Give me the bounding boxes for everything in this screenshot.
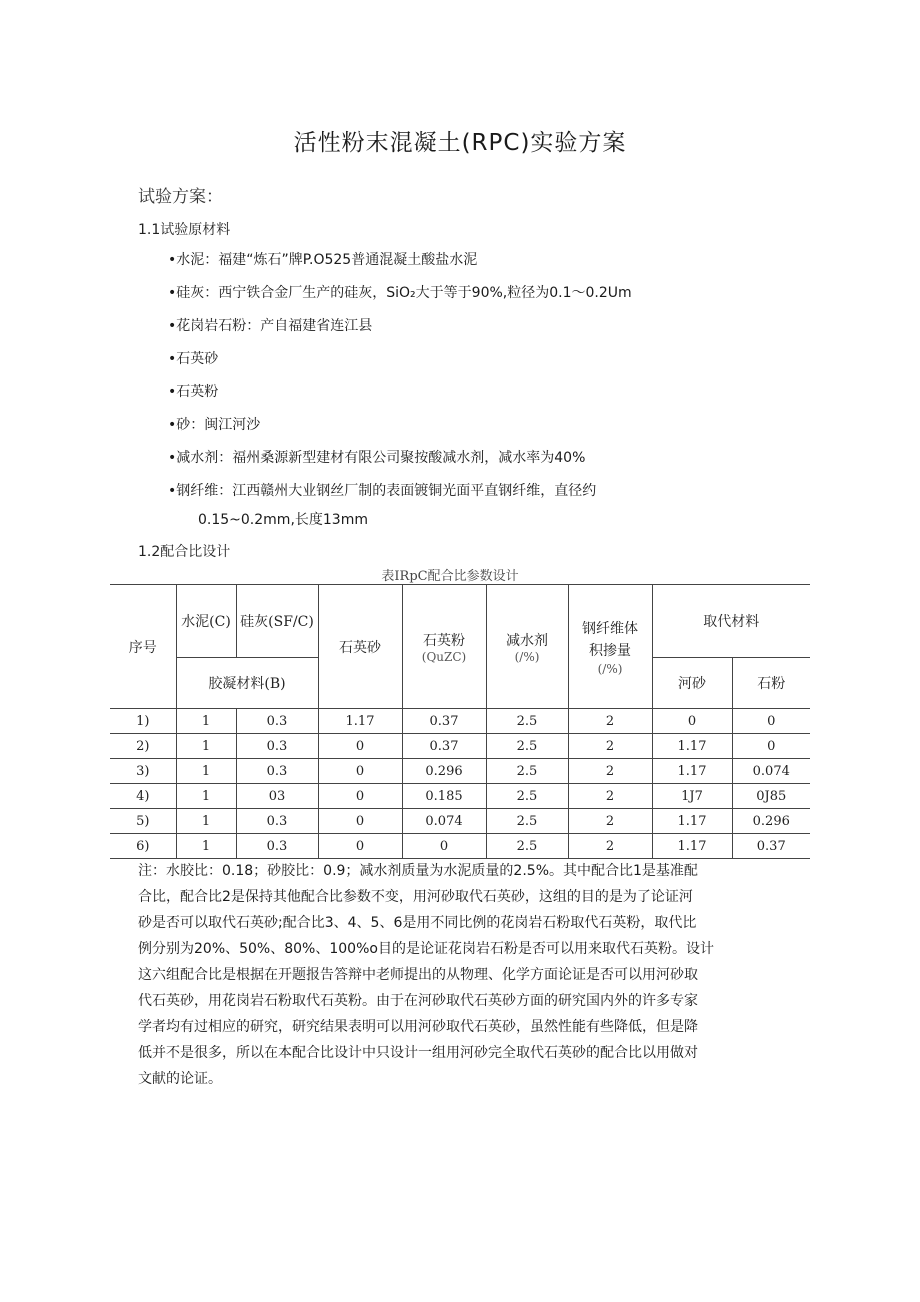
table-cell: 0.185 xyxy=(402,784,486,809)
table-cell: 2.5 xyxy=(486,759,568,784)
table-row xyxy=(110,709,810,734)
header-silica: 硅灰(SF/C) xyxy=(236,585,318,658)
table-cell: 1J7 xyxy=(652,784,732,809)
note-line: 学者均有过相应的研究，研究结果表明可以用河砂取代石英砂，虽然性能有些降低，但是降 xyxy=(138,1019,698,1035)
table-cell: 0 xyxy=(318,784,402,809)
header-river-sand: 河砂 xyxy=(652,658,732,709)
note-line: 注：水胶比：0.18；砂胶比：0.9；减水剂质量为水泥质量的2.5%。其中配合比1是基准配 xyxy=(138,863,698,879)
section-heading: 试验方案： xyxy=(138,187,223,207)
table-cell: 0 xyxy=(318,759,402,784)
subsection-mix-design: 1.2配合比设计 xyxy=(138,544,231,560)
header-fiber-unit: (/%) xyxy=(597,661,623,676)
list-item: •花岗岩石粉：产自福建省连江县 xyxy=(168,318,373,334)
materials-list xyxy=(168,248,808,532)
table-cell: 0 xyxy=(318,809,402,834)
header-cement: 水泥(C) xyxy=(176,585,236,658)
table-cell: 1.17 xyxy=(652,759,732,784)
table-cell: 6) xyxy=(110,834,176,859)
table-row xyxy=(110,809,810,834)
list-item: •石英粉 xyxy=(168,384,219,400)
table-cell: 2 xyxy=(568,809,652,834)
table-cell: 1 xyxy=(176,834,236,859)
header-quartz-sand: 石英砂 xyxy=(318,585,402,709)
list-item: •硅灰：西宁铁合金厂生产的硅灰，SiO₂大于等于90%,粒径为0.1～0.2Um xyxy=(168,285,632,301)
header-seq: 序号 xyxy=(110,585,176,709)
subsection-materials: 1.1试验原材料 xyxy=(138,222,231,238)
note-line: 例分别为20%、50%、80%、100%o目的是论证花岗岩石粉是否可以用来取代石英粉。设计 xyxy=(138,941,714,957)
list-item-continuation: 0.15~0.2mm,长度13mm xyxy=(198,512,368,528)
table-cell: 0.3 xyxy=(236,809,318,834)
header-stone-powder: 石粉 xyxy=(732,658,810,709)
table-cell: 2 xyxy=(568,784,652,809)
list-item: •钢纤维：江西赣州大业钢丝厂制的表面镀铜光面平直钢纤维，直径约 xyxy=(168,483,597,499)
table-cell: 1 xyxy=(176,709,236,734)
table-cell: 0.3 xyxy=(236,759,318,784)
table-cell: 1) xyxy=(110,709,176,734)
table-cell: 0 xyxy=(402,834,486,859)
table-cell: 5) xyxy=(110,809,176,834)
table-cell: 0.37 xyxy=(402,734,486,759)
table-cell: 0.296 xyxy=(732,809,810,834)
table-cell: 0.3 xyxy=(236,834,318,859)
list-item: •减水剂：福州桑源新型建材有限公司聚按酸减水剂，减水率为40% xyxy=(168,450,586,466)
note-line: 这六组配合比是根据在开题报告答辩中老师提出的从物理、化学方面论证是否可以用河砂取 xyxy=(138,967,698,983)
table-cell: 1 xyxy=(176,809,236,834)
table-cell: 0J85 xyxy=(732,784,810,809)
table-cell: 0.074 xyxy=(402,809,486,834)
table-row xyxy=(110,734,810,759)
table-cell: 4) xyxy=(110,784,176,809)
table-cell: 2.5 xyxy=(486,809,568,834)
table-cell: 2 xyxy=(568,834,652,859)
table-cell: 1.17 xyxy=(652,834,732,859)
header-fiber xyxy=(568,585,652,709)
header-quartz-powder xyxy=(402,585,486,709)
list-item: •砂：闽江河沙 xyxy=(168,417,261,433)
table-cell: 2.5 xyxy=(486,734,568,759)
table-cell: 0 xyxy=(318,834,402,859)
note-line: 合比，配合比2是保持其他配合比参数不变，用河砂取代石英砂，这组的目的是为了论证河 xyxy=(138,889,693,905)
table-cell: 0.3 xyxy=(236,709,318,734)
table-cell: 0 xyxy=(318,734,402,759)
list-item: •水泥：福建“炼石”牌P.O525普通混凝土酸盐水泥 xyxy=(168,252,478,268)
table-cell: 2 xyxy=(568,759,652,784)
note-line: 文献的论证。 xyxy=(138,1071,222,1087)
table-cell: 0 xyxy=(732,709,810,734)
table-row xyxy=(110,784,810,809)
table-cell: 0.37 xyxy=(732,834,810,859)
document-title: 活性粉末混凝土(RPC)实验方案 xyxy=(293,130,627,156)
table-cell: 2 xyxy=(568,709,652,734)
table-cell: 1.17 xyxy=(652,809,732,834)
table-caption: 表IRpC配合比参数设计 xyxy=(381,569,519,584)
table-cell: 1 xyxy=(176,784,236,809)
table-cell: 1 xyxy=(176,734,236,759)
note-line: 低并不是很多，所以在本配合比设计中只设计一组用河砂完全取代石英砂的配合比以用做对 xyxy=(138,1045,698,1061)
header-fiber-label: 钢纤维体积掺量 xyxy=(582,620,638,659)
table-cell: 0 xyxy=(732,734,810,759)
table-cell: 2 xyxy=(568,734,652,759)
table-cell: 0.37 xyxy=(402,709,486,734)
table-cell: 0 xyxy=(652,709,732,734)
table-note xyxy=(138,858,810,1092)
table-cell: 0.296 xyxy=(402,759,486,784)
table-row xyxy=(110,759,810,784)
table-cell: 1.17 xyxy=(652,734,732,759)
table-row xyxy=(110,834,810,859)
mix-design-table xyxy=(110,584,810,859)
list-item: •石英砂 xyxy=(168,351,219,367)
table-cell: 03 xyxy=(236,784,318,809)
header-reducer-unit: (/%) xyxy=(514,649,540,664)
table-cell: 2.5 xyxy=(486,709,568,734)
table-cell: 2.5 xyxy=(486,834,568,859)
header-quartz-powder-label: 石英粉 xyxy=(423,632,465,649)
table-cell: 0.074 xyxy=(732,759,810,784)
header-reducer xyxy=(486,585,568,709)
table-cell: 1.17 xyxy=(318,709,402,734)
note-line: 代石英砂，用花岗岩石粉取代石英粉。由于在河砂取代石英砂方面的研究国内外的许多专家 xyxy=(138,993,698,1009)
header-reducer-label: 减水剂 xyxy=(506,632,548,649)
header-replace: 取代材料 xyxy=(652,585,810,658)
table-cell: 2) xyxy=(110,734,176,759)
table-cell: 1 xyxy=(176,759,236,784)
table-cell: 0.3 xyxy=(236,734,318,759)
table-cell: 2.5 xyxy=(486,784,568,809)
table-cell: 3) xyxy=(110,759,176,784)
header-quartz-powder-unit: (QuZC) xyxy=(421,649,467,664)
note-line: 砂是否可以取代石英砂;配合比3、4、5、6是用不同比例的花岗岩石粉取代石英粉，取代比 xyxy=(138,915,697,931)
header-binder: 胶凝材料(B) xyxy=(176,658,318,709)
